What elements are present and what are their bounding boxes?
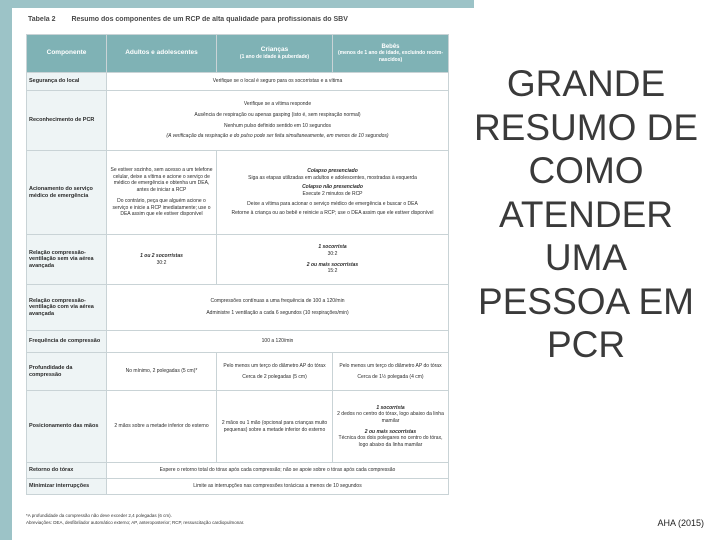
cpr-summary-table — [26, 34, 449, 495]
row-label-hands: Posicionamento das mãos — [27, 391, 107, 463]
depth-infants — [333, 353, 449, 391]
ems-children-line: Execute 2 minutos de RCP — [302, 191, 363, 197]
ratio-children-line: 30:2 — [327, 250, 338, 257]
ems-children-line: Deixe a vítima para acionar o serviço médico de emergência e buscar o DEA — [247, 200, 418, 207]
table-caption-text: Resumo dos componentes de um RCP de alta qualidade para profissionais do SBV — [71, 16, 348, 23]
ratio-children-line: 15:2 — [327, 268, 338, 275]
ratio-children-line: 2 ou mais socorristas — [306, 261, 359, 268]
table-row — [27, 331, 449, 353]
footnote: Abreviações: DEA, desfibrilador automático externo; AP, anteroposterior; RCP, ressuscitação cardiopulmonar. — [26, 520, 245, 525]
recognition-line: Verifique se a vítima responde — [243, 101, 312, 108]
table-footnotes — [26, 512, 446, 526]
header-children-title: Crianças — [260, 45, 289, 53]
ems-children-line: Retorne à criança ou ao bebê e reinicie a RCP; use o DEA assim que ele estiver disponível — [231, 210, 434, 217]
depth-children — [217, 353, 333, 391]
slide-title-line: UMA — [544, 237, 628, 278]
row-label-depth: Profundidade da compressão — [27, 353, 107, 391]
ems-adults — [107, 151, 217, 235]
recognition-text — [107, 91, 449, 151]
row-label-recognition: Reconhecimento de PCR — [27, 91, 107, 151]
row-label-recoil: Retorno do tórax — [27, 463, 107, 479]
hands-infants-line: Técnica dos dois polegares no centro do tórax, logo abaixo da linha mamilar — [338, 435, 443, 448]
row-label-ems: Acionamento do serviço médico de emergência — [27, 151, 107, 235]
slide-title-line: ATENDER — [498, 193, 674, 235]
depth-infants-line: Pelo menos um terço do diâmetro AP do tórax — [339, 362, 442, 369]
header-component: Componente — [27, 35, 107, 73]
table-caption — [28, 16, 448, 28]
header-infants-sub: (menos de 1 ano de idade, excluindo recém-nascidos) — [337, 50, 444, 63]
ratio-advanced-text — [107, 285, 449, 331]
top-accent-bar — [12, 0, 474, 8]
depth-infants-line: Cerca de 1½ polegada (4 cm) — [357, 373, 424, 380]
ems-children-infants — [217, 151, 449, 235]
slide-title-line: GRANDE — [506, 63, 666, 104]
rate-text: 100 a 120/min — [107, 331, 449, 353]
depth-adults: No mínimo, 2 polegadas (5 cm)* — [107, 353, 217, 391]
slide-title-line: PESSOA EM — [478, 280, 694, 322]
table-row — [27, 91, 449, 151]
depth-children-line: Pelo menos um terço do diâmetro AP do tórax — [223, 362, 326, 369]
source-credit: AHA (2015) — [657, 518, 704, 528]
table-row — [27, 353, 449, 391]
recoil-text: Espere o retorno total do tórax após cada compressão; não se apoie sobre o tórax após cada compressão — [107, 463, 449, 479]
ems-children-line: Colapso presenciado — [307, 168, 358, 175]
header-children — [217, 35, 333, 73]
row-label-interruptions: Minimizar interrupções — [27, 479, 107, 495]
recognition-line: Ausência de respiração ou apenas gasping (isto é, sem respiração normal) — [194, 111, 361, 118]
ratio-children-line: 1 socorrista — [318, 244, 347, 251]
recognition-line: Nenhum pulso definido sentido em 10 segundos — [223, 122, 332, 129]
ems-children-line: Siga as etapas utilizadas em adultos e adolescentes, mostradas à esquerda — [248, 174, 417, 181]
ratio-children — [217, 235, 449, 285]
slide-title-line: PCR — [546, 324, 626, 365]
header-adults: Adultos e adolescentes — [107, 35, 217, 73]
ems-adults-line: Se estiver sozinho, sem acesso a um telefone celular, deixe a vítima e acione o serviço de médico de emergência e obtenha um DEA, antes de iniciar a RCP — [110, 166, 213, 193]
table-row — [27, 73, 449, 91]
table-row — [27, 151, 449, 235]
table-row — [27, 463, 449, 479]
scene-safety-text: Verifique se o local é seguro para os socorristas e a vítima — [107, 73, 449, 91]
interruptions-text: Limite as interrupções nas compressões torácicas a menos de 10 segundos — [107, 479, 449, 495]
row-label-rate: Frequência de compressão — [27, 331, 107, 353]
ratio-adults-line: 1 ou 2 socorristas — [140, 252, 183, 259]
ratio-adults-line: 30:2 — [156, 259, 167, 266]
hands-infants-line: 2 ou mais socorristas — [364, 428, 417, 435]
header-infants-title: Bebês — [381, 43, 400, 50]
ratio-adults — [107, 235, 217, 285]
table-row — [27, 235, 449, 285]
cpr-summary-table-image — [24, 12, 450, 540]
slide-title-line: RESUMO DE — [473, 106, 699, 148]
table-row — [27, 285, 449, 331]
table-header-row — [27, 35, 449, 73]
row-label-ratio: Relação compressão-ventilação sem via aérea avançada — [27, 235, 107, 285]
header-children-sub: (1 ano de idade à puberdade) — [239, 53, 310, 60]
slide-title — [472, 62, 700, 367]
ems-adults-line: Do contrário, peça que alguém acione o serviço e inicie a RCP imediatamente; use o DEA assim que ele estiver disponível — [112, 198, 211, 218]
footnote: *A profundidade da compressão não deve exceder 2,4 polegadas (6 cm). — [26, 513, 172, 518]
hands-infants — [333, 391, 449, 463]
ems-children-line: Colapso não presenciado — [302, 184, 363, 191]
slide-title-line: COMO — [528, 150, 644, 191]
header-infants — [333, 35, 449, 73]
row-label-scene-safety: Segurança do local — [27, 73, 107, 91]
depth-children-line: Cerca de 2 polegadas (5 cm) — [242, 373, 307, 380]
row-label-ratio-advanced: Relação compressão-ventilação com via aérea avançada — [27, 285, 107, 331]
hands-infants-line: 1 socorrista — [376, 404, 405, 411]
hands-children: 2 mãos ou 1 mão (opcional para crianças muito pequenas) sobre a metade inferior do esterno — [217, 391, 333, 463]
ratio-advanced-line: Compressões contínuas a uma frequência de 100 a 120/min — [210, 298, 345, 305]
table-label: Tabela 2 — [28, 16, 56, 23]
left-accent-bar — [0, 0, 12, 540]
hands-adults: 2 mãos sobre a metade inferior do esterno — [107, 391, 217, 463]
table-row — [27, 391, 449, 463]
table-row — [27, 479, 449, 495]
ratio-advanced-line: Administre 1 ventilação a cada 6 segundos (10 respirações/min) — [206, 310, 349, 316]
hands-infants-line: 2 dedos no centro do tórax, logo abaixo da linha mamilar — [337, 411, 444, 424]
recognition-line: (A verificação da respiração e do pulso pode ser feita simultaneamente, em menos de 10 segundos) — [166, 133, 389, 140]
